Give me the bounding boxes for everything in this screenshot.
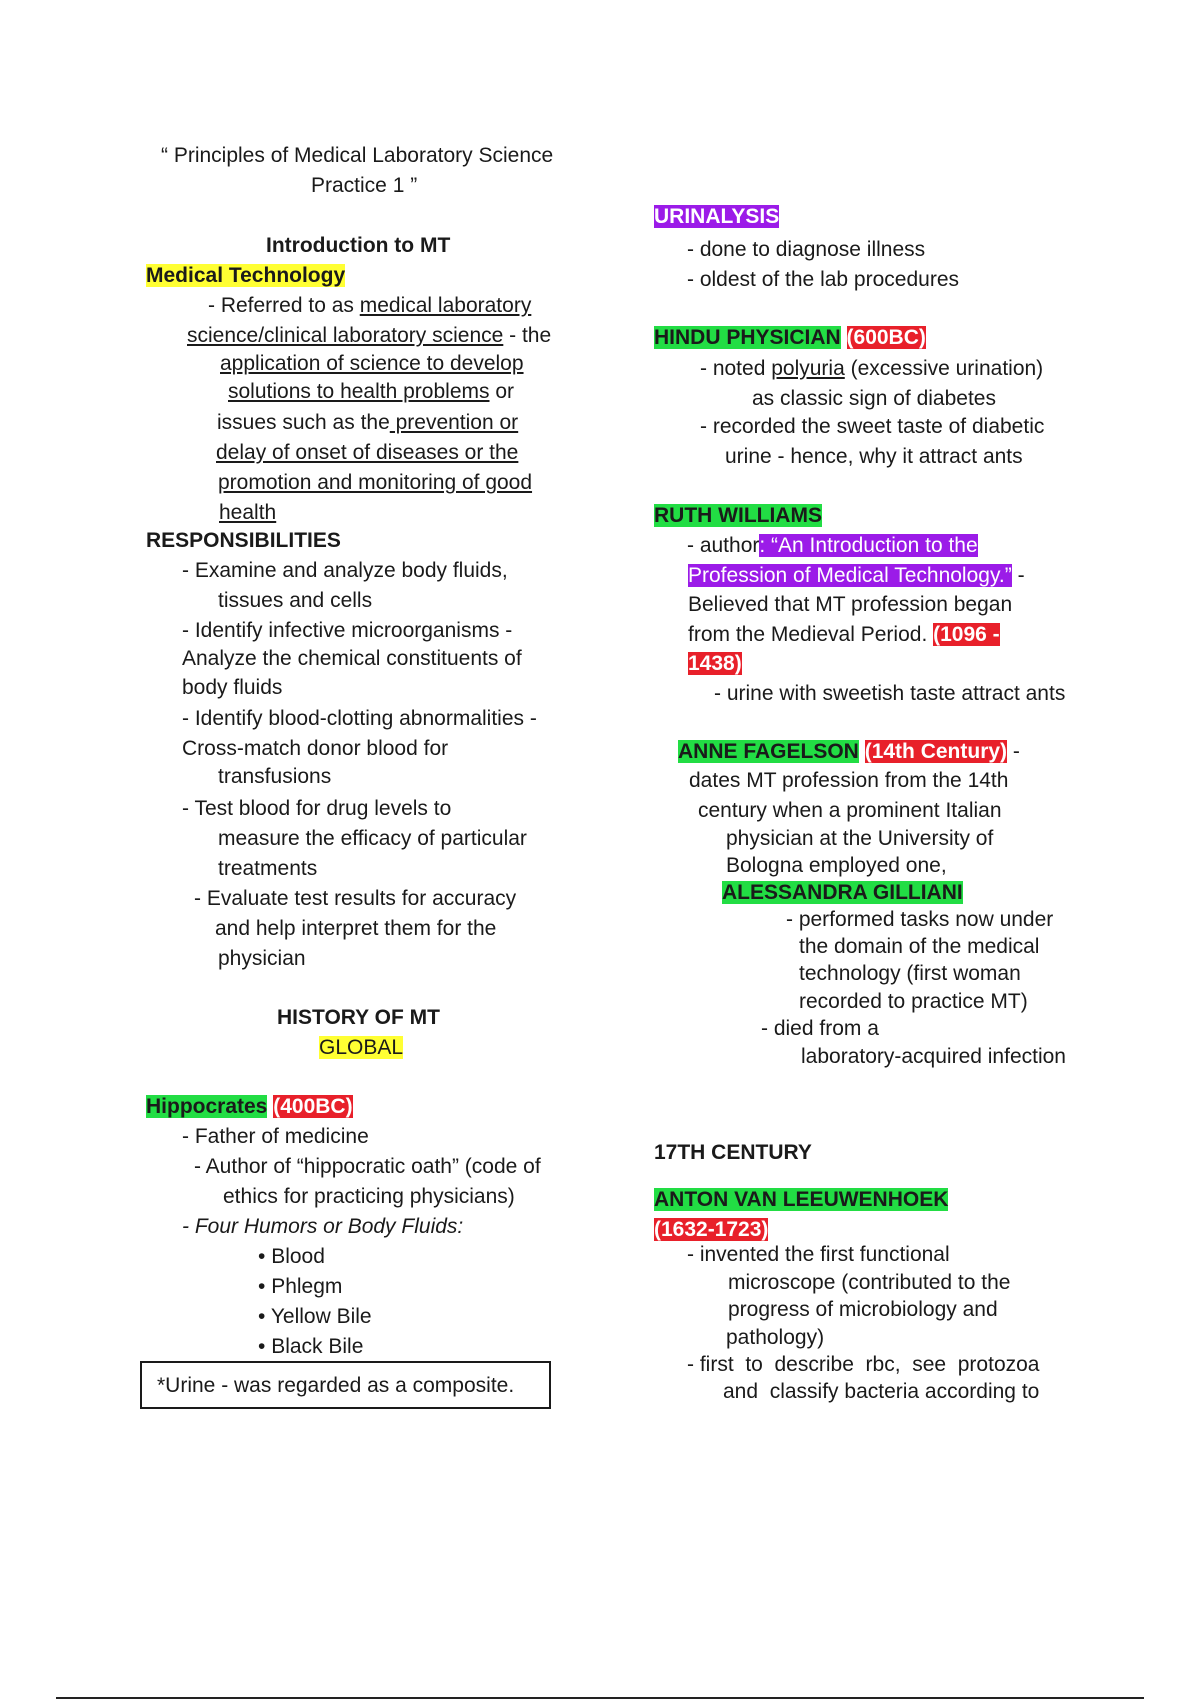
page-bottom-rule bbox=[56, 1697, 1144, 1699]
responsibility-line: - Identify infective microorganisms - bbox=[182, 619, 513, 642]
responsibility-line: Analyze the chemical constituents of bbox=[182, 647, 522, 670]
ruth-book-title: Profession of Medical Technology.” bbox=[688, 564, 1012, 587]
responsibility-line: - Evaluate test results for accuracy bbox=[194, 887, 517, 910]
responsibility-line: - Identify blood-clotting abnormalities - bbox=[182, 707, 537, 730]
leeuwenhoek-line: progress of microbiology and bbox=[728, 1298, 998, 1321]
definition-line-7: promotion and monitoring of good bbox=[218, 471, 533, 494]
hippocrates-heading bbox=[146, 1093, 353, 1120]
hippocrates-year: (400BC) bbox=[273, 1095, 353, 1118]
anne-line: - died from a bbox=[761, 1017, 879, 1040]
responsibility-line: measure the efficacy of particular bbox=[218, 827, 527, 850]
document-title: “ Principles of Medical Laboratory Science bbox=[161, 144, 554, 167]
hindu-line: urine - hence, why it attract ants bbox=[725, 445, 1023, 468]
hippocrates-line: - Author of “hippocratic oath” (code of bbox=[194, 1155, 541, 1178]
responsibility-line: - Test blood for drug levels to bbox=[182, 797, 452, 820]
hindu-line: as classic sign of diabetes bbox=[752, 387, 996, 410]
hindu-physician-name: HINDU PHYSICIAN bbox=[654, 326, 841, 349]
hindu-line: - noted polyuria (excessive urination) bbox=[700, 357, 1044, 380]
hippocrates-line: - Father of medicine bbox=[182, 1125, 369, 1148]
document-subtitle: Practice 1 ” bbox=[311, 174, 418, 197]
anne-fagelson-year: (14th Century) bbox=[864, 740, 1008, 763]
responsibility-line: physician bbox=[218, 947, 306, 970]
anne-line: dates MT profession from the 14th bbox=[689, 769, 1009, 792]
anne-line: - performed tasks now under bbox=[786, 908, 1054, 931]
definition-line-6: delay of onset of diseases or the bbox=[216, 441, 519, 464]
definition-line-4: solutions to health problems or bbox=[228, 380, 515, 403]
term-highlight: Medical Technology bbox=[146, 264, 346, 287]
hippocrates-line: - Four Humors or Body Fluids: bbox=[182, 1215, 464, 1238]
responsibility-line: and help interpret them for the bbox=[215, 917, 497, 940]
ruth-line: from the Medieval Period. (1096 - bbox=[688, 623, 1000, 646]
humor-list-item: • Blood bbox=[258, 1245, 325, 1268]
alessandra-gilliani-heading: ALESSANDRA GILLIANI bbox=[722, 881, 963, 904]
anne-fagelson-heading: ANNE FAGELSON (14th Century) - bbox=[678, 740, 1020, 763]
urinalysis-line: - done to diagnose illness bbox=[687, 238, 926, 261]
hindu-physician-year: (600BC) bbox=[846, 326, 926, 349]
responsibility-line: - Examine and analyze body fluids, bbox=[182, 559, 508, 582]
leeuwenhoek-line: - invented the first functional bbox=[687, 1243, 950, 1266]
hindu-physician-heading bbox=[654, 324, 926, 351]
leeuwenhoek-line: microscope (contributed to the bbox=[728, 1271, 1011, 1294]
anne-line: laboratory-acquired infection bbox=[801, 1045, 1066, 1068]
leeuwenhoek-years: (1632-1723) bbox=[654, 1218, 769, 1241]
anne-line: physician at the University of bbox=[726, 827, 994, 850]
leeuwenhoek-line: and classify bacteria according to bbox=[723, 1380, 1040, 1403]
century17-heading: 17TH CENTURY bbox=[654, 1141, 812, 1164]
humor-list-item: • Black Bile bbox=[258, 1335, 364, 1358]
intro-heading: Introduction to MT bbox=[266, 234, 451, 257]
responsibility-line: treatments bbox=[218, 857, 318, 880]
leeuwenhoek-heading: ANTON VAN LEEUWENHOEK bbox=[654, 1188, 949, 1211]
definition-line-2: science/clinical laboratory science - the bbox=[187, 324, 552, 347]
history-heading: HISTORY OF MT bbox=[277, 1006, 440, 1029]
anne-line: Bologna employed one, bbox=[726, 854, 947, 877]
leeuwenhoek-line: pathology) bbox=[726, 1326, 825, 1349]
hindu-line: - recorded the sweet taste of diabetic bbox=[700, 415, 1045, 438]
hippocrates-name: Hippocrates bbox=[146, 1095, 268, 1118]
ruth-line: - author: “An Introduction to the bbox=[687, 534, 978, 557]
ruth-line bbox=[688, 650, 742, 677]
ruth-line: Believed that MT profession began bbox=[688, 593, 1013, 616]
urinalysis-heading: URINALYSIS bbox=[654, 205, 780, 228]
ruth-line: Profession of Medical Technology.” - bbox=[688, 564, 1025, 587]
ruth-years: 1438) bbox=[688, 652, 742, 675]
term-medical-technology bbox=[146, 262, 345, 289]
ruth-book-title: : “An Introduction to the bbox=[759, 534, 978, 557]
responsibility-line: Cross-match donor blood for bbox=[182, 737, 449, 760]
ruth-line: - urine with sweetish taste attract ants bbox=[714, 682, 1066, 705]
definition-line-8: health bbox=[219, 501, 277, 524]
leeuwenhoek-line: - first to describe rbc, see protozoa bbox=[687, 1353, 1040, 1376]
urine-note: *Urine - was regarded as a composite. bbox=[157, 1374, 515, 1397]
humor-list-item: • Yellow Bile bbox=[258, 1305, 372, 1328]
ruth-years: (1096 - bbox=[933, 623, 1000, 646]
responsibility-line: transfusions bbox=[218, 765, 332, 788]
anne-fagelson-name: ANNE FAGELSON bbox=[678, 740, 859, 763]
urinalysis-line: - oldest of the lab procedures bbox=[687, 268, 959, 291]
ruth-williams-heading: RUTH WILLIAMS bbox=[654, 504, 822, 527]
humor-list-item: • Phlegm bbox=[258, 1275, 343, 1298]
responsibilities-heading: RESPONSIBILITIES bbox=[146, 529, 341, 552]
anne-line: the domain of the medical bbox=[799, 935, 1040, 958]
anne-line: technology (first woman bbox=[799, 962, 1021, 985]
definition-line-3: application of science to develop bbox=[220, 352, 524, 375]
hippocrates-line: ethics for practicing physicians) bbox=[223, 1185, 515, 1208]
history-subheading: GLOBAL bbox=[319, 1036, 404, 1059]
definition-line-1: - Referred to as medical laboratory bbox=[208, 294, 532, 317]
anne-line: recorded to practice MT) bbox=[799, 990, 1028, 1013]
responsibility-line: tissues and cells bbox=[218, 589, 373, 612]
responsibility-line: body fluids bbox=[182, 676, 283, 699]
definition-line-5: issues such as the prevention or bbox=[217, 411, 519, 434]
anne-line: century when a prominent Italian bbox=[698, 799, 1002, 822]
